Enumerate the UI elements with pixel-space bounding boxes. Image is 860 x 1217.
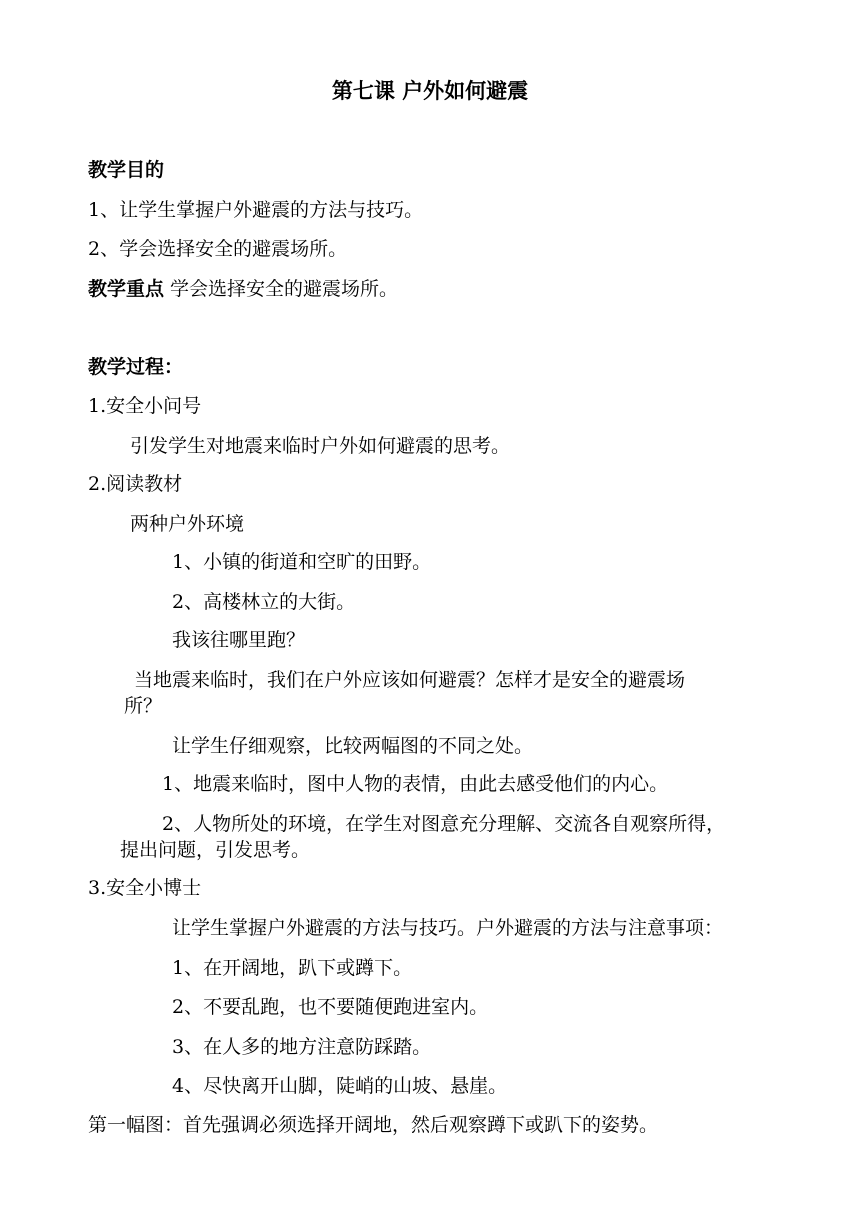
section3-intro: 让学生掌握户外避震的方法与技巧。户外避震的方法与注意事项： bbox=[172, 917, 724, 939]
section2-point-2-line-2: 提出问题，引发思考。 bbox=[120, 839, 311, 861]
page-title: 第七课 户外如何避震 bbox=[331, 79, 529, 103]
objective-item-1: 1、让学生掌握户外避震的方法与技巧。 bbox=[88, 199, 424, 221]
section3-item-1: 1、在开阔地，趴下或蹲下。 bbox=[172, 957, 413, 979]
section3-item-2: 2、不要乱跑，也不要随便跑进室内。 bbox=[172, 996, 489, 1018]
section3-heading: 3.安全小博士 bbox=[88, 877, 202, 899]
key-point-line bbox=[88, 276, 398, 302]
section3-item-3: 3、在人多的地方注意防踩踏。 bbox=[172, 1036, 432, 1058]
section2-point-1: 1、地震来临时，图中人物的表情，由此去感受他们的内心。 bbox=[162, 773, 669, 795]
section2-item-1: 1、小镇的街道和空旷的田野。 bbox=[172, 551, 432, 573]
section2-item-2: 2、高楼林立的大街。 bbox=[172, 591, 356, 613]
section2-paragraph-line-2: 所？ bbox=[124, 695, 163, 717]
figure-note: 第一幅图：首先强调必须选择开阔地，然后观察蹲下或趴下的姿势。 bbox=[88, 1114, 659, 1136]
section2-question: 我该往哪里跑？ bbox=[172, 629, 306, 651]
key-point-label: 教学重点 bbox=[88, 278, 165, 300]
objective-item-2: 2、学会选择安全的避震场所。 bbox=[88, 238, 348, 260]
section2-paragraph-line-1: 当地震来临时，我们在户外应该如何避震？怎样才是安全的避震场 bbox=[134, 669, 686, 691]
section2-subheading: 两种户外环境 bbox=[130, 513, 245, 535]
key-point-text: 学会选择安全的避震场所。 bbox=[164, 278, 399, 300]
section1-text: 引发学生对地震来临时户外如何避震的思考。 bbox=[130, 435, 511, 457]
section3-item-4: 4、尽快离开山脚，陡峭的山坡、悬崖。 bbox=[172, 1075, 508, 1097]
section2-observe: 让学生仔细观察，比较两幅图的不同之处。 bbox=[172, 735, 534, 757]
section2-heading: 2.阅读教材 bbox=[88, 473, 183, 495]
objectives-heading: 教学目的 bbox=[88, 159, 165, 181]
section2-point-2-line-1: 2、人物所处的环境，在学生对图意充分理解、交流各自观察所得， bbox=[162, 813, 726, 835]
section1-heading: 1.安全小问号 bbox=[88, 395, 202, 417]
process-heading: 教学过程： bbox=[88, 356, 184, 378]
